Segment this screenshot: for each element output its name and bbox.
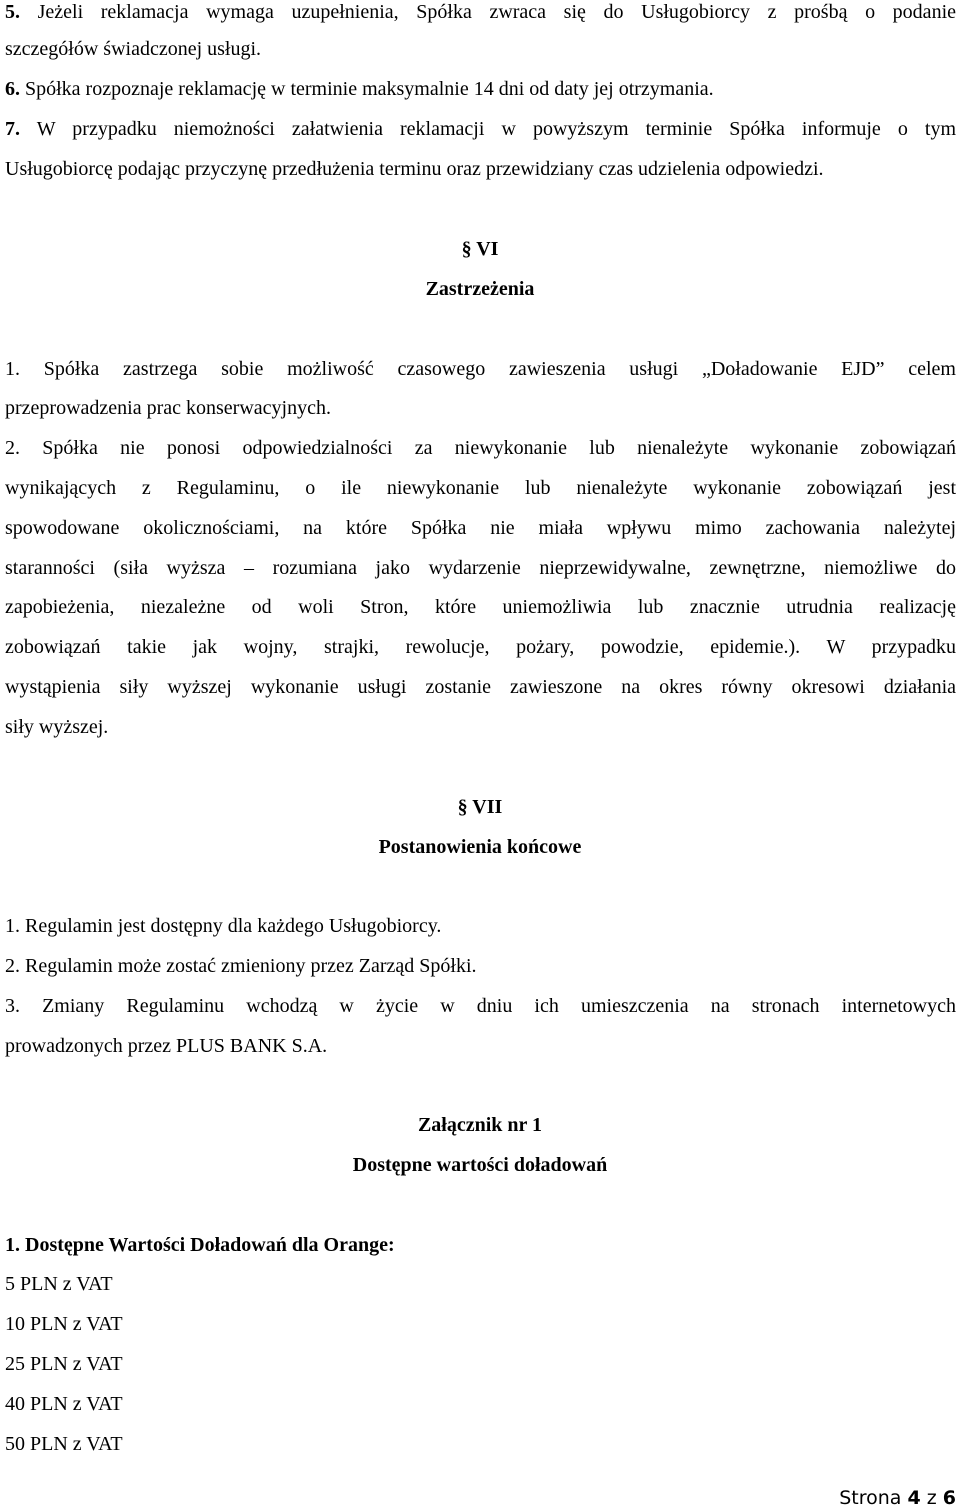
section-vi-number: § VI bbox=[461, 238, 499, 260]
section-vii-p2: 2. Regulamin może zostać zmieniony przez Zarząd Spółki. bbox=[5, 955, 477, 977]
page-footer bbox=[839, 1486, 956, 1510]
annex-title: Załącznik nr 1 bbox=[417, 1114, 543, 1136]
section-vi-p1-line-1: 1. Spółka zastrzega sobie możliwość czasowego zawieszenia usługi „Doładowanie EJD” celem bbox=[5, 358, 956, 380]
section-vii-p3-line-1: 3. Zmiany Regulaminu wchodzą w życie w dniu ich umieszczenia na stronach internetowych bbox=[5, 995, 956, 1017]
section-vii-title: Postanowienia końcowe bbox=[378, 836, 582, 858]
footer-separator: z bbox=[926, 1487, 937, 1509]
annex-list-heading: 1. Dostępne Wartości Doładowań dla Orange: bbox=[5, 1234, 395, 1256]
annex-value-item: 50 PLN z VAT bbox=[5, 1433, 123, 1455]
paragraph-6-number: 6. bbox=[5, 78, 20, 100]
section-vi-p2-line-2: wynikających z Regulaminu, o ile niewykonanie lub nienależyte wykonanie zobowiązań jest bbox=[5, 477, 956, 499]
paragraph-7-line-1 bbox=[5, 117, 956, 141]
paragraph-5-line-2: szczegółów świadczonej usługi. bbox=[5, 38, 262, 60]
paragraph-7-number: 7. bbox=[5, 118, 20, 140]
paragraph-7-line-2: Usługobiorcę podając przyczynę przedłużenia terminu oraz przewidziany czas udzielenia odpowiedzi. bbox=[5, 158, 824, 180]
annex-value-item: 25 PLN z VAT bbox=[5, 1353, 123, 1375]
section-vii-p1: 1. Regulamin jest dostępny dla każdego Usługobiorcy. bbox=[5, 915, 442, 937]
annex-value-item: 5 PLN z VAT bbox=[5, 1273, 113, 1295]
section-vi-p1-line-2: przeprowadzenia prac konserwacyjnych. bbox=[5, 397, 331, 419]
paragraph-6-text: Spółka rozpoznaje reklamację w terminie maksymalnie 14 dni od daty jej otrzymania. bbox=[25, 78, 714, 100]
annex-value-item: 10 PLN z VAT bbox=[5, 1313, 123, 1335]
annex-value-item: 40 PLN z VAT bbox=[5, 1393, 123, 1415]
section-vi-p2-line-5: zapobieżenia, niezależne od woli Stron, które uniemożliwia lub znacznie utrudnia realizację bbox=[5, 596, 956, 618]
paragraph-5-number: 5. bbox=[5, 1, 20, 23]
section-vi-p2-line-6: zobowiązań takie jak wojny, strajki, rewolucje, pożary, powodzie, epidemie.). W przypadku bbox=[5, 636, 956, 658]
section-vii-number: § VII bbox=[457, 796, 503, 818]
footer-page-number: 4 bbox=[907, 1487, 921, 1509]
section-vi-p2-line-4: staranności (siła wyższa – rozumiana jako wydarzenie nieprzewidywalne, zewnętrzne, niemożliwe do bbox=[5, 557, 956, 579]
paragraph-6 bbox=[5, 77, 956, 101]
section-vi-p2-line-1: 2. Spółka nie ponosi odpowiedzialności za niewykonanie lub nienależyte wykonanie zobowiązań bbox=[5, 437, 956, 459]
section-vii-p3-line-2: prowadzonych przez PLUS BANK S.A. bbox=[5, 1035, 328, 1057]
section-vi-title: Zastrzeżenia bbox=[425, 278, 535, 300]
paragraph-5-line-1 bbox=[5, 0, 956, 24]
section-vi-p2-line-7: wystąpienia siły wyższej wykonanie usługi zostanie zawieszone na okres równy okresowi działania bbox=[5, 676, 956, 698]
paragraph-5-text: Jeżeli reklamacja wymaga uzupełnienia, Spółka zwraca się do Usługobiorcy z prośbą o podanie bbox=[37, 1, 956, 23]
annex-subtitle: Dostępne wartości doładowań bbox=[352, 1154, 608, 1176]
section-vi-p2-line-8: siły wyższej. bbox=[5, 716, 109, 738]
paragraph-7-text: W przypadku niemożności załatwienia reklamacji w powyższym terminie Spółka informuje o tym bbox=[36, 118, 956, 140]
section-vi-p2-line-3: spowodowane okolicznościami, na które Spółka nie miała wpływu mimo zachowania należytej bbox=[5, 517, 956, 539]
footer-page-total: 6 bbox=[942, 1487, 956, 1509]
footer-label: Strona bbox=[839, 1487, 902, 1509]
